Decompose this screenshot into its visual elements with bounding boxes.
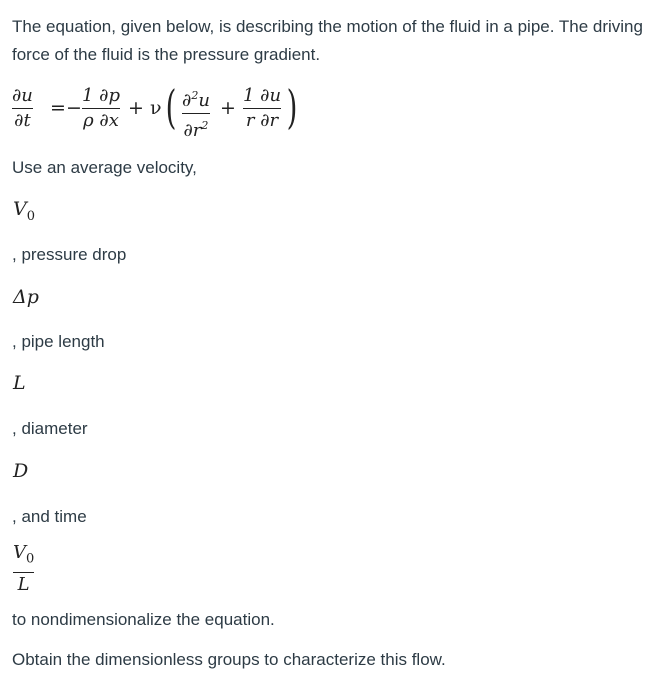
delta-p-symbol: Δp <box>13 286 39 308</box>
obtain-groups-text: Obtain the dimensionless groups to characterize this flow. <box>12 650 446 669</box>
use-average-velocity-text: Use an average velocity, <box>12 158 197 177</box>
time-fraction: $V_0$ L <box>13 542 35 595</box>
du-dt-fraction: ∂u ∂t <box>12 85 33 131</box>
diameter-text: , diameter <box>12 419 88 438</box>
minus-sign: − <box>66 97 82 119</box>
radial-term-fraction: 1 ∂u r ∂r <box>243 85 282 131</box>
right-paren: ) <box>286 80 298 134</box>
equals-sign: = <box>50 97 66 119</box>
and-time-text: , and time <box>12 507 87 526</box>
v0-symbol: $V_0$ <box>13 198 36 224</box>
plus-sign: + <box>220 97 236 119</box>
nondimensionalize-text: to nondimensionalize the equation. <box>12 610 275 629</box>
d-symbol: D <box>13 460 29 482</box>
pressure-drop-text: , pressure drop <box>12 245 127 264</box>
left-paren: ( <box>165 80 177 134</box>
second-derivative-fraction: ∂$^2$u $\partial r^2$ <box>182 89 210 141</box>
pressure-gradient-fraction: 1 ∂p ρ ∂x <box>82 85 121 131</box>
plus-nu: + ν <box>128 97 162 119</box>
pipe-length-text: , pipe length <box>12 332 105 351</box>
intro-paragraph: The equation, given below, is describing the motion of the fluid in a pipe. The driving force of the fluid is the pressure gradient. <box>12 17 643 64</box>
l-symbol: L <box>13 372 26 394</box>
